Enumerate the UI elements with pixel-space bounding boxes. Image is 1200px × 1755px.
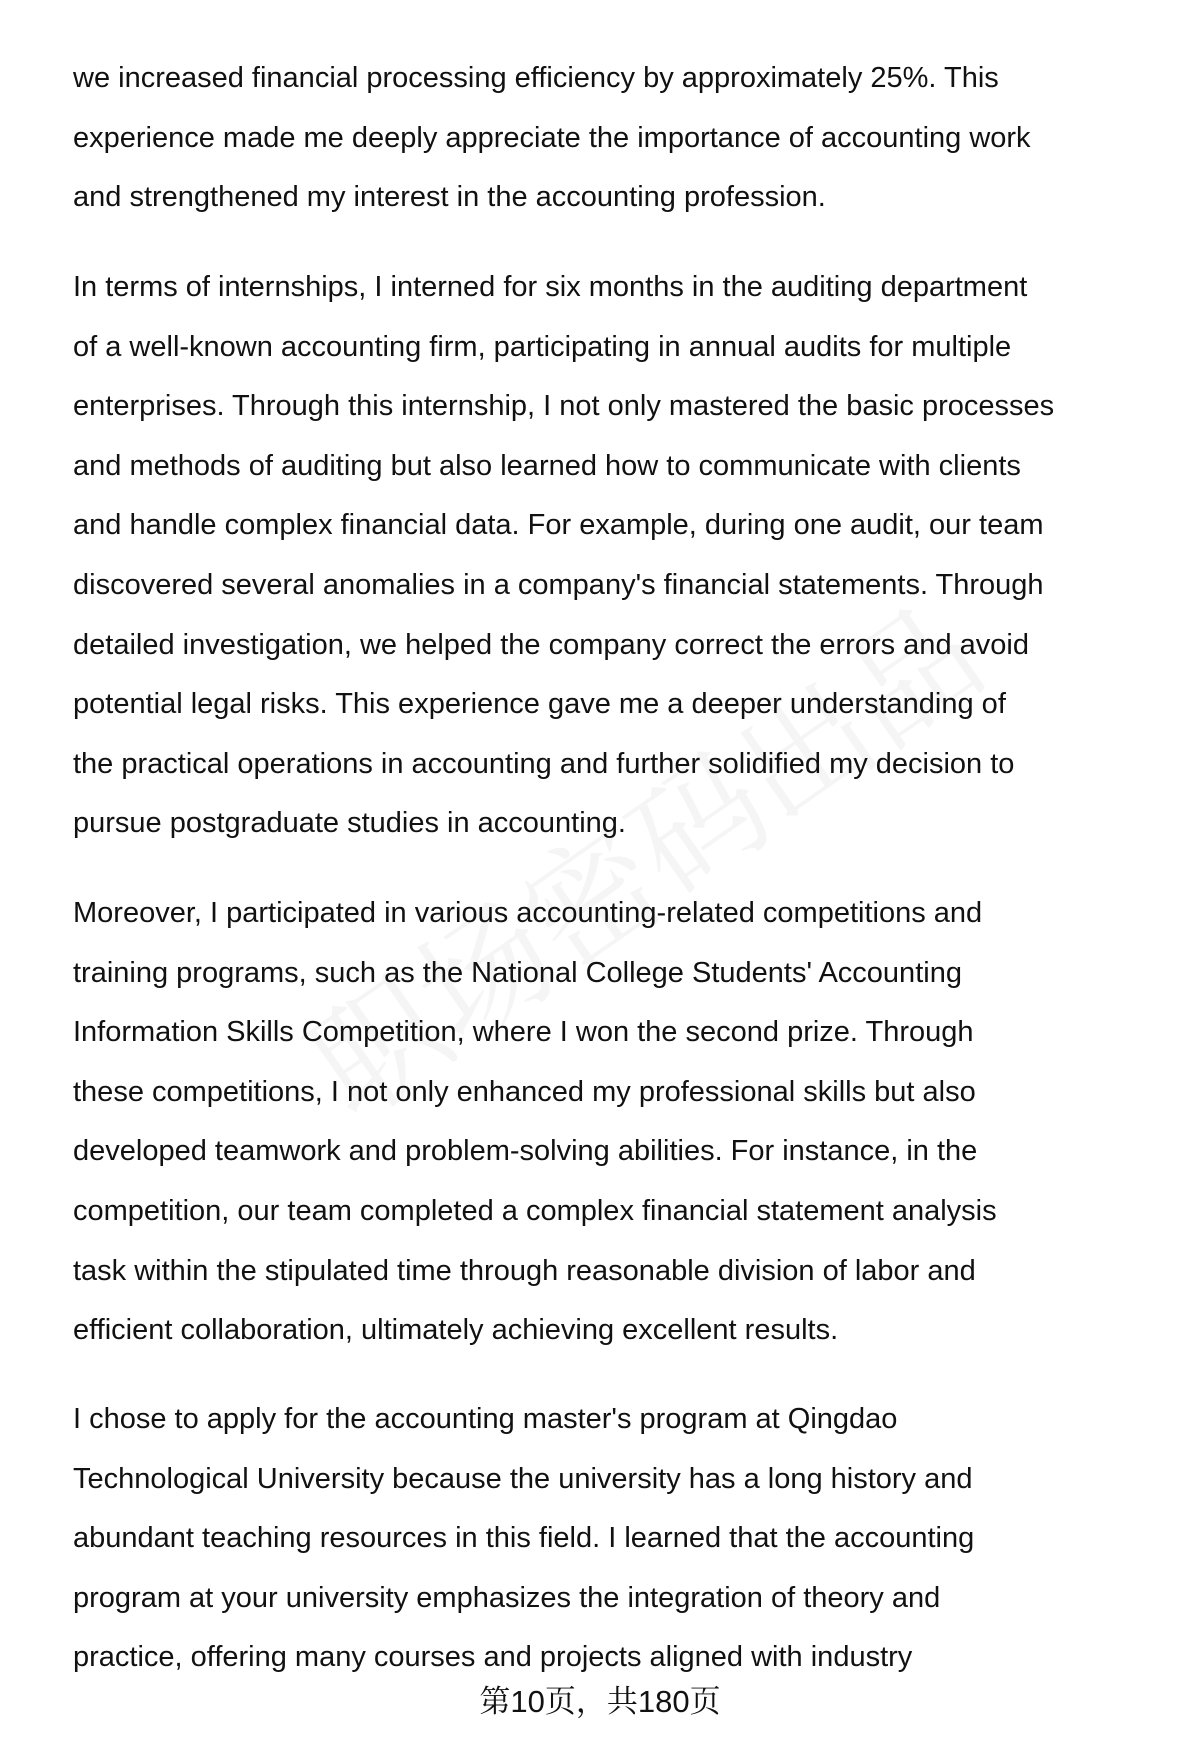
text-line: of a well-known accounting firm, participating in annual audits for multiple — [73, 330, 1012, 363]
text-line: abundant teaching resources in this field. I learned that the accounting — [73, 1522, 975, 1555]
text-line: training programs, such as the National College Students' Accounting — [73, 956, 962, 989]
text-line: potential legal risks. This experience gave me a deeper understanding of — [73, 688, 1006, 721]
text-line: competition, our team completed a complex financial statement analysis — [73, 1194, 997, 1227]
text-line: developed teamwork and problem-solving abilities. For instance, in the — [73, 1135, 978, 1168]
text-line: enterprises. Through this internship, I not only mastered the basic processes — [73, 390, 1055, 423]
text-line: In terms of internships, I interned for six months in the auditing department — [73, 271, 1028, 303]
text-line: and handle complex financial data. For example, during one audit, our team — [73, 509, 1044, 542]
text-line: detailed investigation, we helped the company correct the errors and avoid — [73, 628, 1029, 661]
text-line: I chose to apply for the accounting master's program at Qingdao — [73, 1403, 898, 1435]
text-line: these competitions, I not only enhanced my professional skills but also — [73, 1075, 976, 1108]
text-line: the practical operations in accounting and further solidified my decision to — [73, 747, 1015, 780]
text-line: Technological University because the university has a long history and — [73, 1462, 973, 1495]
text-line: and strengthened my interest in the accounting profession. — [73, 181, 826, 214]
text-line: efficient collaboration, ultimately achieving excellent results. — [73, 1314, 839, 1347]
page-number: 第10页，共180页 — [479, 1684, 721, 1719]
text-line: Moreover, I participated in various accounting-related competitions and — [73, 897, 983, 929]
paragraph — [73, 884, 1193, 1361]
text-line: pursue postgraduate studies in accounting. — [73, 807, 626, 840]
text-line: Information Skills Competition, where I won the second prize. Through — [73, 1016, 974, 1049]
paragraph — [73, 1390, 1193, 1688]
text-line: practice, offering many courses and projects aligned with industry — [73, 1641, 913, 1674]
text-line: program at your university emphasizes the integration of theory and — [73, 1581, 941, 1614]
text-line: we increased financial processing efficiency by approximately 25%. This — [73, 62, 999, 94]
text-line: experience made me deeply appreciate the importance of accounting work — [73, 121, 1031, 154]
text-line: discovered several anomalies in a company's financial statements. Through — [73, 568, 1044, 601]
text-line: and methods of auditing but also learned how to communicate with clients — [73, 449, 1021, 482]
text-line: task within the stipulated time through reasonable division of labor and — [73, 1254, 976, 1287]
paragraph — [73, 258, 1193, 854]
paragraph — [73, 49, 1193, 228]
